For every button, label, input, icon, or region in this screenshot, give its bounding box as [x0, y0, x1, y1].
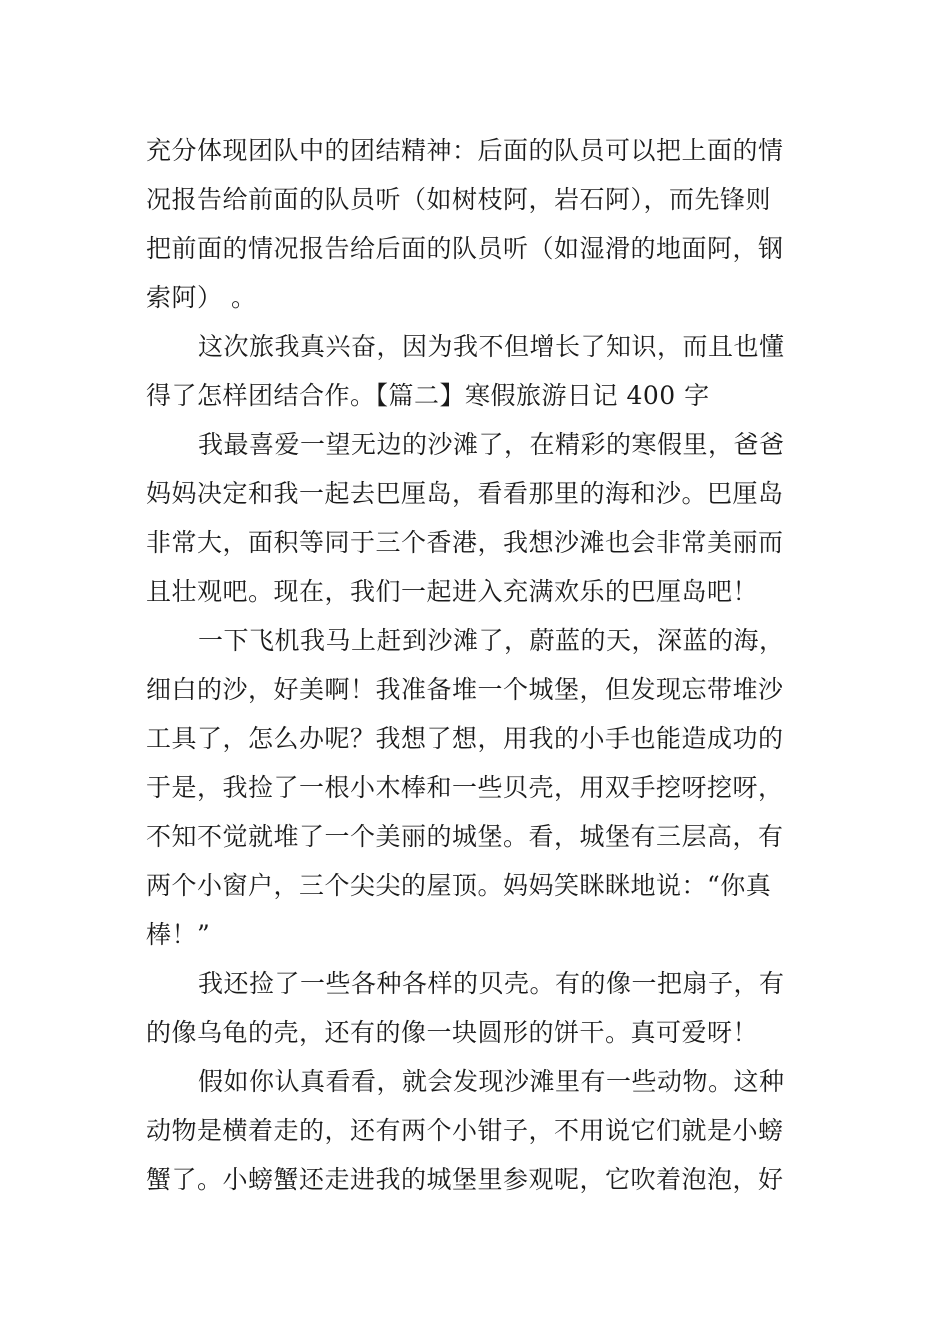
- text-line: 非常大，面积等同于三个香港，我想沙滩也会非常美丽而: [146, 528, 784, 557]
- text-line: 把前面的情况报告给后面的队员听（如湿滑的地面阿，钢: [146, 234, 784, 263]
- text-line: 于是，我捡了一根小木棒和一些贝壳，用双手挖呀挖呀，: [146, 773, 784, 802]
- text-line: 的像乌龟的壳，还有的像一块圆形的饼干。真可爱呀！: [146, 1018, 759, 1047]
- paragraph-first-line: 假如你认真看看，就会发现沙滩里有一些动物。这种: [198, 1067, 785, 1096]
- document-body: [146, 126, 806, 1204]
- text-line: 动物是横着走的，还有两个小钳子，不用说它们就是小螃: [146, 1116, 784, 1145]
- text-line: 索阿） 。: [146, 283, 257, 312]
- text-line: 充分体现团队中的团结精神：后面的队员可以把上面的情: [146, 136, 784, 165]
- text-line: 且壮观吧。现在，我们一起进入充满欢乐的巴厘岛吧！: [146, 577, 759, 606]
- text-line: 细白的沙，好美啊！我准备堆一个城堡，但发现忘带堆沙: [146, 675, 784, 704]
- text-line: 棒！”: [146, 920, 211, 949]
- text-line: 两个小窗户，三个尖尖的屋顶。妈妈笑眯眯地说：“你真: [146, 871, 772, 900]
- paragraph-first-line: 这次旅我真兴奋，因为我不但增长了知识，而且也懂: [198, 332, 785, 361]
- paragraph-first-line: 我最喜爱一望无边的沙滩了，在精彩的寒假里，爸爸: [198, 430, 785, 459]
- paragraph-first-line: 一下飞机我马上赶到沙滩了，蔚蓝的天，深蓝的海，: [198, 626, 785, 655]
- text-line: 妈妈决定和我一起去巴厘岛，看看那里的海和沙。巴厘岛: [146, 479, 784, 508]
- paragraph-first-line: 我还捡了一些各种各样的贝壳。有的像一把扇子，有: [198, 969, 785, 998]
- text-line: 况报告给前面的队员听（如树枝阿，岩石阿），而先锋则: [146, 185, 772, 214]
- text-line: 不知不觉就堆了一个美丽的城堡。看，城堡有三层高，有: [146, 822, 784, 851]
- text-line: 得了怎样团结合作。【篇二】寒假旅游日记 400 字: [146, 381, 710, 410]
- text-line: 工具了，怎么办呢？我想了想，用我的小手也能造成功的: [146, 724, 784, 753]
- text-line: 蟹了。小螃蟹还走进我的城堡里参观呢，它吹着泡泡，好: [146, 1165, 784, 1194]
